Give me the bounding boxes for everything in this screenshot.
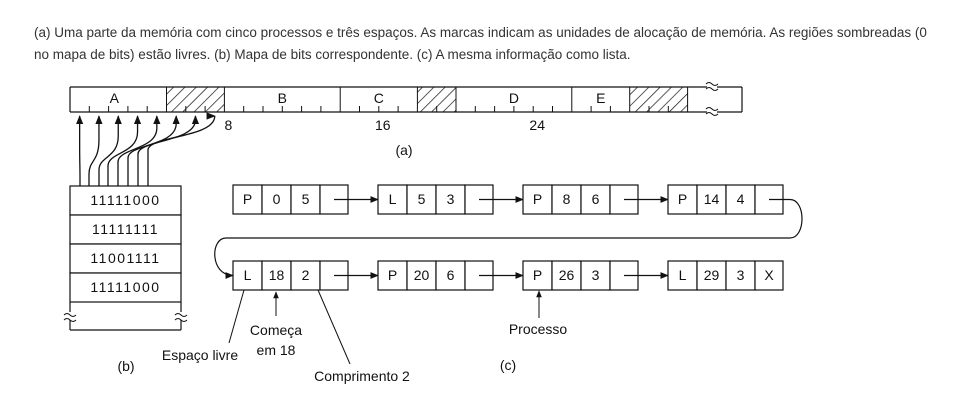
annotation-starts-line2: em 18 <box>256 342 296 358</box>
segment-label: A <box>109 90 119 106</box>
annotation-hole: Espaço livre <box>161 347 239 363</box>
segment-label: C <box>373 90 384 106</box>
free-segment <box>630 87 688 112</box>
list-node-value: 3 <box>591 267 600 283</box>
unit-tick-label: 8 <box>224 117 233 133</box>
list-node-value: 5 <box>301 191 310 207</box>
list-node-value: 3 <box>736 267 745 283</box>
unit-tick-label: 24 <box>529 117 545 133</box>
hole-pointer-line <box>229 290 244 343</box>
list-node-value: P <box>242 191 253 207</box>
list-node-value: X <box>764 267 774 283</box>
list-node-value: P <box>677 191 688 207</box>
annotation-length: Comprimento 2 <box>314 368 410 384</box>
list-node-value: 18 <box>268 267 285 283</box>
list-node-value: 26 <box>558 267 575 283</box>
list-node-value: P <box>532 191 543 207</box>
bitmap-to-memory-arrow <box>128 116 176 188</box>
segment-label: B <box>277 90 287 106</box>
part-label-a: (a) <box>395 142 413 158</box>
bitmap-bits: 11001111 <box>90 250 161 266</box>
list-node-value: P <box>387 267 398 283</box>
list-node-value: L <box>678 267 687 283</box>
memory-strip <box>70 82 742 188</box>
list-node-value: L <box>388 191 397 207</box>
list-node-value: 4 <box>736 191 745 207</box>
list-node-value: 2 <box>301 267 310 283</box>
list-node-value: 20 <box>413 267 430 283</box>
part-label-b: (b) <box>117 358 135 374</box>
bitmap-bits: 11111000 <box>90 192 161 208</box>
bitmap-bits: 11111000 <box>90 279 161 295</box>
bitmap-table <box>64 186 187 330</box>
segment-label: D <box>508 90 519 106</box>
list-node-value: P <box>532 267 543 283</box>
list-node-value: L <box>243 267 252 283</box>
bitmap-to-memory-arrow <box>148 116 215 188</box>
annotation-process: Processo <box>508 321 568 337</box>
free-segment <box>167 87 225 112</box>
bitmap-to-memory-arrow <box>89 116 99 188</box>
figure-caption: (a) Uma parte da memória com cinco processos e três espaços. As marcas indicam as unidades de alocação de memória. As regiões sombreadas (0 no mapa de bits) estão livres. (b) Mapa de bits correspondente. (c) A mesma informação como lista. <box>34 25 927 62</box>
bitmap-to-memory-arrow <box>138 116 195 188</box>
list-node-value: 8 <box>562 191 571 207</box>
list-node-value: 14 <box>703 191 720 207</box>
list-node-value: 29 <box>703 267 720 283</box>
list-node-value: 6 <box>591 191 600 207</box>
annotation-starts-line1: Começa <box>249 322 303 338</box>
list-node-value: 6 <box>446 267 455 283</box>
bitmap-bits: 11111111 <box>91 221 160 237</box>
segment-label: E <box>596 90 606 106</box>
length-pointer-line <box>318 290 350 364</box>
list-node-value: 5 <box>417 191 426 207</box>
list-node-value: 3 <box>446 191 455 207</box>
unit-tick-label: 16 <box>375 117 391 133</box>
part-label-c: (c) <box>499 357 517 373</box>
linked-list <box>215 185 802 290</box>
list-node-value: 0 <box>272 191 281 207</box>
